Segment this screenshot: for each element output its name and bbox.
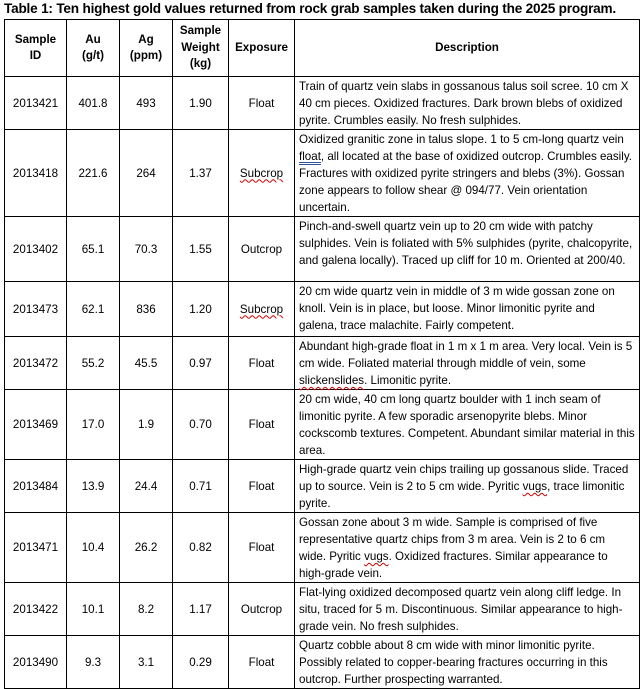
sample-weight-cell-text: 1.17: [189, 602, 212, 616]
table-row: [5, 390, 640, 460]
description-cell: [295, 513, 640, 583]
sample-weight-cell-text: 0.29: [189, 655, 212, 669]
sample-weight-cell-text: 0.82: [189, 541, 212, 554]
sample-weight-cell: [173, 217, 229, 282]
ag-cell-text: 26.2: [134, 541, 158, 554]
sample-weight-cell: [173, 583, 229, 636]
description-cell: [295, 217, 640, 282]
description-text: 20 cm wide quartz vein in middle of 3 m wide gossan zone on knoll. Vein is in place, but loose. Minor limonitic pyrite and galena, trace malachite. Fairly competent.: [299, 285, 615, 332]
sample-id-cell: [5, 513, 67, 583]
header-description: Description: [295, 20, 640, 77]
ag-cell-text: 8.2: [137, 602, 155, 616]
description-cell: [295, 77, 640, 130]
description-text: 20 cm wide, 40 cm long quartz boulder with 1 inch seam of limonitic pyrite. A few sporadic arsenopyrite blebs. Minor cockscomb textures. Competent. Abundant similar material in this area.: [299, 393, 635, 457]
au-cell-text: 62.1: [81, 302, 105, 316]
exposure-cell-text: Float: [248, 655, 275, 669]
table-row: [5, 460, 640, 513]
sample-id-cell-text: 2013471: [12, 541, 59, 554]
ag-cell: [120, 217, 173, 282]
sample-weight-cell: [173, 282, 229, 337]
au-cell-text: 10.4: [81, 541, 105, 554]
sample-weight-cell: [173, 337, 229, 390]
sample-id-cell: [5, 390, 67, 460]
exposure-cell-text: Float: [248, 541, 275, 554]
sample-weight-cell: [173, 636, 229, 689]
table-row: [5, 282, 640, 337]
sample-weight-cell: [173, 460, 229, 513]
exposure-cell: [229, 130, 295, 217]
au-cell-text: 9.3: [84, 655, 102, 669]
sample-id-cell-text: 2013422: [12, 602, 59, 616]
sample-id-cell: [5, 337, 67, 390]
ag-cell: [120, 583, 173, 636]
sample-id-cell: [5, 583, 67, 636]
au-cell: [67, 217, 120, 282]
table-row: [5, 217, 640, 282]
ag-cell-text: 493: [136, 96, 156, 110]
ag-cell: [120, 77, 173, 130]
sample-id-cell: [5, 282, 67, 337]
header-sample-id: Sample ID: [5, 20, 67, 77]
table-row: [5, 130, 640, 217]
gold-values-table: [4, 19, 640, 689]
sample-weight-cell: [173, 390, 229, 460]
sample-weight-cell-text: 1.90: [189, 96, 212, 110]
description-cell: [295, 130, 640, 217]
exposure-cell-text: Float: [248, 356, 275, 370]
ag-cell: [120, 130, 173, 217]
sample-id-cell-text: 2013490: [12, 655, 59, 669]
header-row: [5, 20, 640, 77]
exposure-cell-text: Float: [248, 96, 275, 110]
description-cell: [295, 460, 640, 513]
header-au: Au (g/t): [67, 20, 120, 77]
description-text: Quartz cobble about 8 cm wide with minor limonitic pyrite. Possibly related to copper-bearing fractures occurring in this outcrop. Further prospecting warranted.: [299, 639, 608, 686]
exposure-cell-text: Subcrop: [239, 302, 284, 316]
sample-id-cell-text: 2013472: [12, 356, 59, 370]
sample-weight-cell-text: 0.70: [189, 418, 212, 431]
header-sample-weight: Sample Weight (kg): [173, 20, 229, 77]
au-cell: [67, 390, 120, 460]
sample-id-cell: [5, 636, 67, 689]
sample-id-cell: [5, 130, 67, 217]
exposure-cell: [229, 337, 295, 390]
au-cell: [67, 77, 120, 130]
exposure-cell: [229, 513, 295, 583]
exposure-cell: [229, 282, 295, 337]
description-cell: [295, 390, 640, 460]
au-cell: [67, 583, 120, 636]
sample-weight-cell-text: 1.37: [189, 166, 212, 180]
sample-weight-cell-text: 0.71: [189, 479, 212, 493]
description-text: Abundant high-grade float in 1 m x 1 m area. Very local. Vein is 5 cm wide. Foliated material through middle of vein, some slickenslides. Limonitic pyrite.: [299, 340, 633, 387]
ag-cell: [120, 337, 173, 390]
sample-id-cell: [5, 77, 67, 130]
sample-id-cell-text: 2013418: [12, 166, 59, 180]
sample-id-cell: [5, 217, 67, 282]
au-cell: [67, 513, 120, 583]
description-cell: [295, 282, 640, 337]
au-cell: [67, 636, 120, 689]
exposure-cell: [229, 390, 295, 460]
table-row: [5, 513, 640, 583]
exposure-cell: [229, 636, 295, 689]
sample-id-cell-text: 2013402: [12, 242, 59, 256]
sample-id-cell-text: 2013473: [12, 302, 59, 316]
description-text: Gossan zone about 3 m wide. Sample is comprised of five representative quartz chips from 3 m area. Vein is 2 to 6 cm wide. Pyritic vugs. Oxidized fractures. Similar appearance to high-grade vein.: [299, 516, 608, 580]
exposure-cell-text: Outcrop: [240, 602, 283, 616]
description-text: Pinch-and-swell quartz vein up to 20 cm wide with patchy sulphides. Vein is foliated with 5% sulphides (pyrite, chalcopyrite, and galena locally). Traced up cliff for 10 m. Oriented at 200/40.: [299, 220, 633, 267]
sample-id-cell-text: 2013469: [12, 418, 59, 431]
description-cell: [295, 583, 640, 636]
sample-weight-cell-text: 1.55: [189, 242, 212, 256]
description-text: Train of quartz vein slabs in gossanous talus soil scree. 10 cm X 40 cm pieces. Oxidized fractures. Dark brown blebs of oxidized pyrite. Crumbles easily. No fresh sulphides.: [299, 80, 629, 127]
ag-cell-text: 70.3: [134, 242, 158, 256]
table-row: [5, 77, 640, 130]
sample-id-cell: [5, 460, 67, 513]
table-caption: Table 1: Ten highest gold values returned from rock grab samples taken during the 2025 program.: [4, 1, 617, 16]
ag-cell-text: 1.9: [137, 418, 155, 431]
description-cell: [295, 337, 640, 390]
exposure-cell: [229, 217, 295, 282]
au-cell-text: 10.1: [81, 602, 105, 616]
description-text: High-grade quartz vein chips trailing up gossanous slide. Traced up to source. Vein is 2 to 5 cm wide. Pyritic vugs, trace limonitic pyrite.: [299, 463, 629, 510]
ag-cell-text: 45.5: [134, 356, 158, 370]
table-row: [5, 636, 640, 689]
au-cell-text: 55.2: [81, 356, 105, 370]
sample-id-cell-text: 2013421: [12, 96, 59, 110]
ag-cell-text: 24.4: [134, 479, 158, 493]
ag-cell: [120, 636, 173, 689]
au-cell-text: 65.1: [81, 242, 105, 256]
exposure-cell-text: Subcrop: [239, 166, 284, 180]
ag-cell: [120, 513, 173, 583]
sample-weight-cell-text: 1.20: [189, 302, 212, 316]
table-row: [5, 583, 640, 636]
au-cell-text: 401.8: [78, 96, 108, 110]
header-exposure: Exposure: [229, 20, 295, 77]
description-cell: [295, 636, 640, 689]
exposure-cell-text: Float: [248, 418, 275, 431]
au-cell-text: 221.6: [78, 166, 108, 180]
au-cell-text: 17.0: [81, 418, 105, 431]
exposure-cell-text: Outcrop: [240, 242, 283, 256]
sample-weight-cell: [173, 77, 229, 130]
sample-weight-cell-text: 0.97: [189, 356, 212, 370]
ag-cell-text: 836: [136, 302, 156, 316]
ag-cell: [120, 390, 173, 460]
ag-cell-text: 3.1: [137, 655, 155, 669]
au-cell: [67, 460, 120, 513]
ag-cell: [120, 282, 173, 337]
au-cell: [67, 337, 120, 390]
au-cell: [67, 282, 120, 337]
ag-cell: [120, 460, 173, 513]
header-ag: Ag (ppm): [120, 20, 173, 77]
au-cell-text: 13.9: [81, 479, 105, 493]
exposure-cell: [229, 460, 295, 513]
description-text: Flat-lying oxidized decomposed quartz vein along cliff ledge. In situ, traced for 5 m. Discontinuous. Similar appearance to high-grade vein. No fresh sulphides.: [299, 586, 623, 633]
sample-weight-cell: [173, 513, 229, 583]
au-cell: [67, 130, 120, 217]
description-text: Oxidized granitic zone in talus slope. 1 to 5 cm-long quartz vein float, all located at the base of oxidized outcrop. Crumbles easily. Fractures with oxidized pyrite stringers and blebs (3%). Gossan zone appears to follow shear @ 094/77. Vein orientation uncertain.: [299, 133, 632, 214]
ag-cell-text: 264: [136, 166, 156, 180]
sample-id-cell-text: 2013484: [12, 479, 59, 493]
table-row: [5, 337, 640, 390]
sample-weight-cell: [173, 130, 229, 217]
exposure-cell: [229, 583, 295, 636]
exposure-cell-text: Float: [248, 479, 275, 493]
exposure-cell: [229, 77, 295, 130]
